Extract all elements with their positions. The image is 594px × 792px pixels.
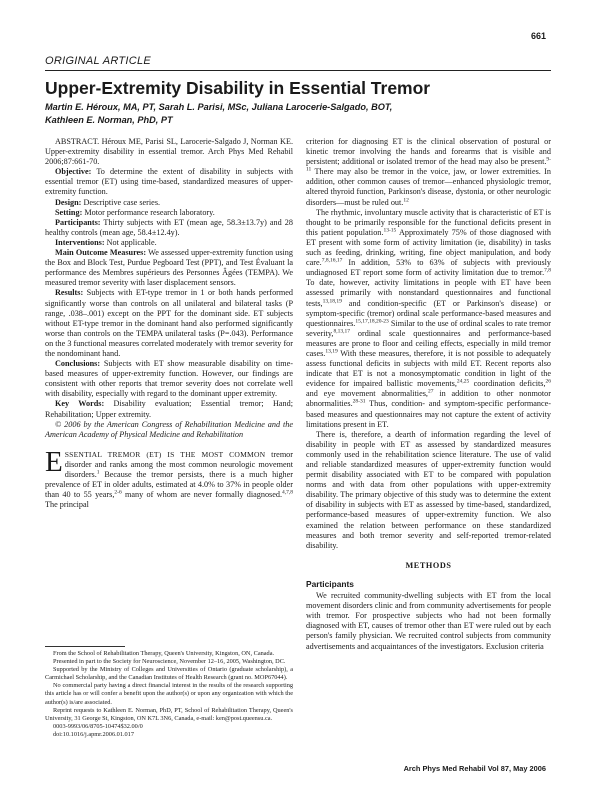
ref-superscript: 13-15 <box>383 227 397 234</box>
abstract-participants <box>45 218 293 238</box>
left-column <box>45 137 293 510</box>
right-column <box>306 137 551 652</box>
abstract-interventions <box>45 238 293 248</box>
ref-superscript: 8,13,17 <box>333 328 350 335</box>
interventions-heading: Interventions: <box>55 237 105 247</box>
intro-text-a: tremor disorder and ranks among the most common neurologic movement disorders. <box>64 449 294 479</box>
footnotes <box>45 650 293 739</box>
author-list <box>45 101 551 127</box>
body-paragraph-1 <box>306 137 551 208</box>
ref-superscript: 9-11 <box>306 156 551 173</box>
intro-text-c: many of whom are never formally diagnosed. <box>121 490 283 500</box>
abstract-measures <box>45 248 293 288</box>
setting-heading: Setting: <box>55 207 83 217</box>
abstract-setting <box>45 208 293 218</box>
footnote-funding: Supported by the Ministry of Colleges and Universities of Ontario (graduate scholarship), a Carmichael Scholarship, and the Canadian Institutes of Health Research (grant no. MOP67044). <box>45 666 293 682</box>
body-text: in addition to other nonmotor abnormalities. <box>306 389 552 409</box>
ref-superscript: 12 <box>403 196 409 203</box>
copyright-notice: © 2006 by the American Congress of Rehabilitation Medicine and the American Academy of Physical Medicine and Rehabilitation <box>45 419 293 439</box>
ref-superscript: 4,7,8 <box>282 489 294 496</box>
keywords-heading: Key Words: <box>55 399 105 409</box>
objective-heading: Objective: <box>55 167 92 177</box>
body-text: To date, however, activity limitations in people with ET have been assessed primarily with nonstandard questionnaires and functional tests, <box>306 278 551 308</box>
section-label: ORIGINAL ARTICLE <box>45 55 152 67</box>
ref-superscript: 24,25 <box>456 378 470 385</box>
conclusions-text: Subjects with ET show measurable disability on time-based measures of upper-extremity function. However, our findings are consistent with other reports that tremor severity does not correlate well with disability, especially with regard to the dominant upper extremity. <box>45 359 294 399</box>
intro-text-d: The principal <box>45 500 89 510</box>
ref-superscript: 15,17,18,20-23 <box>355 317 389 324</box>
participants-heading: Participants: <box>55 217 101 227</box>
footnote-rule <box>45 646 125 647</box>
conclusions-heading: Conclusions: <box>55 359 101 369</box>
intro-paragraph <box>45 445 294 511</box>
body-text: criterion for diagnosing ET is the clinical observation of postural or kinetic tremor involving the hands and forearms that is visible and persistent; additional or isolated tremor of the head may also be present. <box>306 137 551 167</box>
participants-text: Thirty subjects with ET (mean age, 58.3±13.7y) and 28 healthy controls (mean age, 58.4±12.4y). <box>45 217 293 237</box>
body-text: In addition, 53% to 63% of subjects with previously undiagnosed ET report some form of activity limitation due to tremor. <box>306 258 551 278</box>
body-text: ordinal scale questionnaires and performance-based measures are prone to floor and ceiling effects, especially in mild tremor cases. <box>306 328 551 358</box>
journal-footer: Arch Phys Med Rehabil Vol 87, May 2006 <box>403 764 546 773</box>
measures-heading: Main Outcome Measures: <box>55 248 147 258</box>
footnote-affiliation: From the School of Rehabilitation Therapy, Queen's University, Kingston, ON, Canada. <box>53 650 275 657</box>
setting-text: Motor performance research laboratory. <box>84 207 215 217</box>
ref-superscript: 7,8 <box>544 267 551 274</box>
abstract-objective <box>45 167 293 197</box>
abstract-conclusions <box>45 359 293 399</box>
abstract-keywords <box>45 399 293 419</box>
methods-heading: METHODS <box>405 560 452 570</box>
intro-lead-smallcaps: SSENTIAL TREMOR (ET) IS THE MOST COMMON <box>64 449 266 459</box>
body-text: With these measures, therefore, it is not possible to adequately assess functional deficits in subjects with mild ET. Recent reports also indicate that ET is not a monosymptomatic condition in light of the evidence for impaired ballistic movements, <box>306 348 551 389</box>
participants-subheading: Participants <box>306 578 354 589</box>
authors-line-1: Martin E. Héroux, MA, PT, Sarah L. Parisi, MSc, Juliana Larocerie-Salgado, BOT, <box>45 102 393 112</box>
ref-superscript: 7,8,16,17 <box>321 257 343 264</box>
body-text: and condition-specific (ET or Parkinson's disease) or symptom-specific (tremor) ordinal scale performance-based measures and questionnaires. <box>306 298 551 328</box>
footnote-conflict: No commercial party having a direct financial interest in the results of the research supporting this article has or will confer a benefit upon the author(s) or upon any organization with which the author(s) is/are associated. <box>45 682 293 706</box>
footnote-reprints: Reprint requests to Kathleen E. Norman, PhD, PT, School of Rehabilitation Therapy, Queen's University, 31 George St, Kingston, ON K7L 3N6, Canada, e-mail: ken@post.queensu.ca. <box>45 706 293 722</box>
article-title: Upper-Extremity Disability in Essential Tremor <box>45 78 431 98</box>
body-paragraph-2 <box>306 208 551 430</box>
body-text: There may also be tremor in the voice, jaw, or lower extremities. In addition, other common causes of tremor—enhanced physiologic tremor, altered thyroid function, Parkinson's disease, dystonia, or other neurologic disorders—must be ruled out. <box>306 167 551 207</box>
ref-superscript: 2-6 <box>114 489 122 496</box>
ref-superscript: 1 <box>96 469 100 476</box>
body-text: Similar to the use of ordinal scales to rate tremor severity, <box>306 318 551 338</box>
objective-text: To determine the extent of disability in subjects with essential tremor (ET) using time-based, standardized measures of upper-extremity function. <box>45 167 293 197</box>
body-text: coordination deficits, <box>469 379 546 389</box>
body-text: and eye movement abnormalities, <box>306 389 428 399</box>
footnote-issn: 0003-9993/06/8705-10474$32.00/0 <box>53 722 143 730</box>
ref-superscript: 28-31 <box>352 398 366 405</box>
body-text: Thus, condition- and symptom-specific performance-based measures and questionnaires may not capture the extent of activity limitations present in ET. <box>306 399 551 429</box>
results-text: Subjects with ET-type tremor in 1 or both hands performed significantly worse than controls on all unilateral and bilateral tasks (P range, .038–.001) except on the PPT for the dominant side. ET subjects without ET-type tremor in the dominant hand also performed significantly worse than controls on the TEMPA unilateral tasks (P=.043). Performance on the 3 functional measures correlated moderately with tremor severity for the nondominant hand. <box>45 288 293 358</box>
abstract-citation: ABSTRACT. Héroux ME, Parisi SL, Larocerie-Salgado J, Norman KE. Upper-extremity disability in essential tremor. Arch Phys Med Rehabil 2006;87:661-70. <box>45 137 293 167</box>
ref-superscript: 26 <box>545 378 551 385</box>
ref-superscript: 13,19 <box>325 348 338 355</box>
ref-superscript: 13,18,19 <box>322 297 342 304</box>
authors-line-2: Kathleen E. Norman, PhD, PT <box>45 115 173 125</box>
body-paragraph-3: There is, therefore, a dearth of information regarding the level of disability in people with ET as assessed by standardized measures commonly used in the rehabilitation science literature. The use of valid and reliable standardized measures of upper-extremity function would permit disability associated with ET to be compared with population norms and with data from other populations with upper-extremity disability. The primary objective of this study was to determine the extent of disability in subjects with ET as assessed by time-based, standardized, performance-based measures of upper-extremity function. We also examined the relation between performance on these standardized measures and both tremor severity and self-reported tremor-related disability. <box>306 429 551 550</box>
header-rule <box>45 70 551 71</box>
design-text: Descriptive case series. <box>83 197 161 207</box>
body-text: Approximately 75% of those diagnosed with ET present with some form of activity limitation (ie, disability) in tasks such as feeding, drinking, writing, fine object manipulation, and body care. <box>306 227 552 268</box>
abstract-results <box>45 288 293 359</box>
ref-superscript: 27 <box>427 388 434 395</box>
abstract-design <box>45 198 293 208</box>
interventions-text: Not applicable. <box>106 237 157 247</box>
results-heading: Results: <box>55 288 84 298</box>
footnote-presented: Presented in part to the Society for Neuroscience, November 12–16, 2005, Washington, DC. <box>53 658 286 666</box>
drop-cap: E <box>45 445 63 478</box>
keywords-text: Disability evaluation; Essential tremor; Hand; Rehabilitation; Upper extremity. <box>45 399 293 419</box>
body-text: The rhythmic, involuntary muscle activity that is characteristic of ET is thought to be primarily responsible for the functional deficits present in this patient population. <box>306 207 551 237</box>
design-heading: Design: <box>55 197 82 207</box>
page-number: 661 <box>530 31 546 41</box>
measures-text: We assessed upper-extremity function using the Box and Block Test, Purdue Pegboard Test (PPT), and Test Évaluant la performance des Membres supérieurs des Personnes Âgées (TEMPA). We measured tremor severity with laser displacement sensors. <box>45 248 293 288</box>
footnote-doi: doi:10.1016/j.apmr.2006.01.017 <box>53 730 134 738</box>
body-paragraph-4: We recruited community-dwelling subjects with ET from the local movement disorders clinic and from community advertisements for people with tremor. For prospective subjects who had not been formally diagnosed with ET, causes of tremor other than ET were ruled out by each person's family physician. We recruited control subjects from community advertisements and acquaintances of the investigators. Exclusion criteria <box>306 591 551 651</box>
intro-text-b: Because the tremor persists, there is a much higher prevalence of ET in older adults, estimated at 4.0% to 37% in people older than 40 to 55 years, <box>45 470 293 500</box>
